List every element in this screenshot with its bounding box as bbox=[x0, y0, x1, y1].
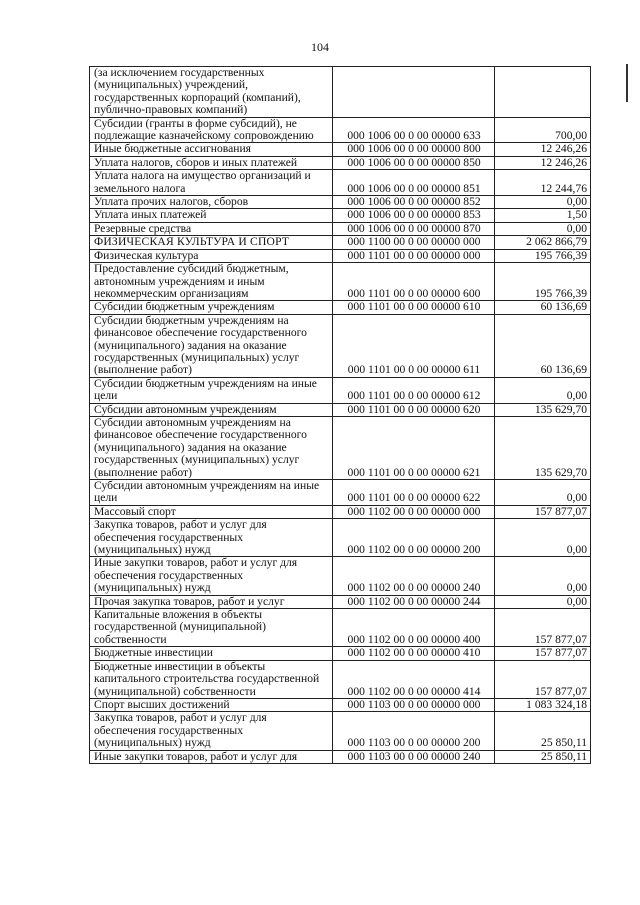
table-row bbox=[90, 480, 591, 506]
table-row bbox=[90, 117, 591, 143]
row-name: Уплата налога на имущество организаций и земельного налога bbox=[90, 170, 333, 196]
table-row bbox=[90, 209, 591, 222]
row-code: 000 1103 00 0 00 00000 000 bbox=[333, 698, 495, 711]
table-row bbox=[90, 301, 591, 314]
table-row-section bbox=[90, 236, 591, 249]
row-code bbox=[333, 67, 495, 118]
row-name: Массовый спорт bbox=[90, 505, 333, 518]
table-row bbox=[90, 557, 591, 595]
row-amount: 0,00 bbox=[495, 595, 591, 608]
table-row bbox=[90, 170, 591, 196]
table-row bbox=[90, 196, 591, 209]
row-amount: 0,00 bbox=[495, 557, 591, 595]
table-row bbox=[90, 595, 591, 608]
row-code: 000 1102 00 0 00 00000 414 bbox=[333, 660, 495, 698]
row-amount: 700,00 bbox=[495, 117, 591, 143]
row-name: Бюджетные инвестиции bbox=[90, 647, 333, 660]
row-amount: 12 244,76 bbox=[495, 170, 591, 196]
row-amount: 0,00 bbox=[495, 222, 591, 235]
budget-table bbox=[89, 66, 591, 764]
table-row bbox=[90, 698, 591, 711]
row-amount: 12 246,26 bbox=[495, 143, 591, 156]
table-row bbox=[90, 712, 591, 750]
row-amount: 25 850,11 bbox=[495, 750, 591, 763]
row-amount bbox=[495, 67, 591, 118]
row-amount: 1 083 324,18 bbox=[495, 698, 591, 711]
row-name: Предоставление субсидий бюджетным, автономным учреждениям и иным некоммерческим организациям bbox=[90, 263, 333, 301]
row-name: Физическая культура bbox=[90, 249, 333, 262]
row-amount: 157 877,07 bbox=[495, 647, 591, 660]
row-code: 000 1101 00 0 00 00000 612 bbox=[333, 377, 495, 403]
row-name: (за исключением государственных (муниципальных) учреждений, государственных корпораций (компаний), публично-правовых компаний) bbox=[90, 67, 333, 118]
row-name: Уплата прочих налогов, сборов bbox=[90, 196, 333, 209]
row-name: Капитальные вложения в объекты государственной (муниципальной) собственности bbox=[90, 609, 333, 647]
row-code: 000 1006 00 0 00 00000 633 bbox=[333, 117, 495, 143]
row-amount: 195 766,39 bbox=[495, 263, 591, 301]
table-row bbox=[90, 505, 591, 518]
row-code: 000 1103 00 0 00 00000 200 bbox=[333, 712, 495, 750]
row-name: Иные закупки товаров, работ и услуг для bbox=[90, 750, 333, 763]
row-code: 000 1101 00 0 00 00000 622 bbox=[333, 480, 495, 506]
row-code: 000 1101 00 0 00 00000 621 bbox=[333, 416, 495, 479]
row-amount: 157 877,07 bbox=[495, 609, 591, 647]
row-name: Спорт высших достижений bbox=[90, 698, 333, 711]
row-code: 000 1006 00 0 00 00000 800 bbox=[333, 143, 495, 156]
row-name: ФИЗИЧЕСКАЯ КУЛЬТУРА И СПОРТ bbox=[90, 236, 333, 249]
row-code: 000 1102 00 0 00 00000 400 bbox=[333, 609, 495, 647]
row-name: Бюджетные инвестиции в объекты капитального строительства государственной (муниципальной) собственности bbox=[90, 660, 333, 698]
row-name: Субсидии бюджетным учреждениям на иные цели bbox=[90, 377, 333, 403]
table-row bbox=[90, 314, 591, 377]
row-amount: 0,00 bbox=[495, 377, 591, 403]
row-name: Субсидии (гранты в форме субсидий), не подлежащие казначейскому сопровождению bbox=[90, 117, 333, 143]
row-code: 000 1006 00 0 00 00000 852 bbox=[333, 196, 495, 209]
row-name: Субсидии бюджетным учреждениям на финансовое обеспечение государственного (муниципального) задания на оказание государственных (муниципальных) услуг (выполнение работ) bbox=[90, 314, 333, 377]
table-row bbox=[90, 403, 591, 416]
row-name: Иные закупки товаров, работ и услуг для обеспечения государственных (муниципальных) нужд bbox=[90, 557, 333, 595]
row-name: Субсидии автономным учреждениям bbox=[90, 403, 333, 416]
row-code: 000 1101 00 0 00 00000 620 bbox=[333, 403, 495, 416]
row-amount: 2 062 866,79 bbox=[495, 236, 591, 249]
row-code: 000 1006 00 0 00 00000 851 bbox=[333, 170, 495, 196]
row-amount: 135 629,70 bbox=[495, 403, 591, 416]
row-amount: 0,00 bbox=[495, 196, 591, 209]
row-name: Иные бюджетные ассигнования bbox=[90, 143, 333, 156]
row-name: Прочая закупка товаров, работ и услуг bbox=[90, 595, 333, 608]
row-amount: 25 850,11 bbox=[495, 712, 591, 750]
row-name: Резервные средства bbox=[90, 222, 333, 235]
row-code: 000 1006 00 0 00 00000 850 bbox=[333, 156, 495, 169]
page-number: 104 bbox=[311, 40, 329, 54]
table-row bbox=[90, 156, 591, 169]
table-row bbox=[90, 609, 591, 647]
row-amount: 1,50 bbox=[495, 209, 591, 222]
row-code: 000 1102 00 0 00 00000 410 bbox=[333, 647, 495, 660]
table-row bbox=[90, 222, 591, 235]
row-amount: 135 629,70 bbox=[495, 416, 591, 479]
table-row bbox=[90, 416, 591, 479]
row-amount: 195 766,39 bbox=[495, 249, 591, 262]
row-code: 000 1101 00 0 00 00000 610 bbox=[333, 301, 495, 314]
table-row bbox=[90, 660, 591, 698]
row-amount: 12 246,26 bbox=[495, 156, 591, 169]
row-name: Субсидии автономным учреждениям на иные цели bbox=[90, 480, 333, 506]
row-amount: 0,00 bbox=[495, 480, 591, 506]
row-code: 000 1102 00 0 00 00000 200 bbox=[333, 519, 495, 557]
table-row bbox=[90, 263, 591, 301]
row-code: 000 1101 00 0 00 00000 611 bbox=[333, 314, 495, 377]
table-row bbox=[90, 377, 591, 403]
table-row bbox=[90, 67, 591, 118]
row-code: 000 1102 00 0 00 00000 244 bbox=[333, 595, 495, 608]
row-amount: 60 136,69 bbox=[495, 301, 591, 314]
row-code: 000 1101 00 0 00 00000 600 bbox=[333, 263, 495, 301]
row-name: Уплата иных платежей bbox=[90, 209, 333, 222]
row-code: 000 1100 00 0 00 00000 000 bbox=[333, 236, 495, 249]
table-row bbox=[90, 750, 591, 763]
row-code: 000 1103 00 0 00 00000 240 bbox=[333, 750, 495, 763]
row-name: Субсидии бюджетным учреждениям bbox=[90, 301, 333, 314]
row-amount: 0,00 bbox=[495, 519, 591, 557]
scan-edge-mark bbox=[626, 64, 628, 102]
row-amount: 157 877,07 bbox=[495, 660, 591, 698]
row-amount: 157 877,07 bbox=[495, 505, 591, 518]
row-code: 000 1102 00 0 00 00000 000 bbox=[333, 505, 495, 518]
table-row bbox=[90, 143, 591, 156]
row-code: 000 1006 00 0 00 00000 870 bbox=[333, 222, 495, 235]
budget-table-body bbox=[90, 67, 591, 764]
row-code: 000 1101 00 0 00 00000 000 bbox=[333, 249, 495, 262]
table-row bbox=[90, 647, 591, 660]
row-name: Субсидии автономным учреждениям на финансовое обеспечение государственного (муниципального) задания на оказание государственных (муниципальных) услуг (выполнение работ) bbox=[90, 416, 333, 479]
row-amount: 60 136,69 bbox=[495, 314, 591, 377]
table-row bbox=[90, 519, 591, 557]
row-code: 000 1006 00 0 00 00000 853 bbox=[333, 209, 495, 222]
row-code: 000 1102 00 0 00 00000 240 bbox=[333, 557, 495, 595]
row-name: Закупка товаров, работ и услуг для обеспечения государственных (муниципальных) нужд bbox=[90, 712, 333, 750]
row-name: Уплата налогов, сборов и иных платежей bbox=[90, 156, 333, 169]
table-row bbox=[90, 249, 591, 262]
row-name: Закупка товаров, работ и услуг для обеспечения государственных (муниципальных) нужд bbox=[90, 519, 333, 557]
